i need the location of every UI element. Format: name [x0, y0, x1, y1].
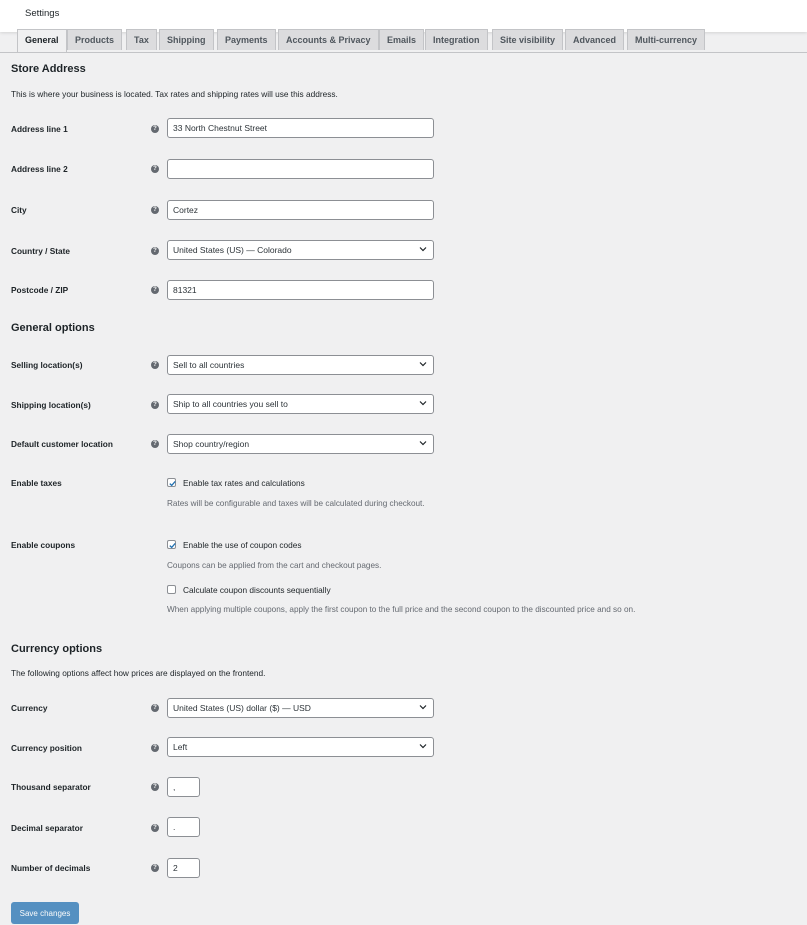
tab-accounts-privacy[interactable]: Accounts & Privacy [278, 29, 379, 50]
number-of-decimals-label: Number of decimals [11, 863, 91, 873]
shipping-value: Ship to all countries you sell to [173, 399, 288, 409]
help-icon[interactable]: ? [151, 783, 159, 791]
top-bar [0, 0, 807, 32]
tab-advanced[interactable]: Advanced [565, 29, 624, 50]
number-of-decimals-input[interactable]: 2 [167, 858, 200, 878]
decimal-separator-input[interactable]: . [167, 817, 200, 837]
tab-shipping[interactable]: Shipping [159, 29, 214, 50]
help-icon[interactable]: ? [151, 744, 159, 752]
selling-select[interactable] [167, 355, 434, 375]
page-title: Settings [25, 8, 60, 19]
address2-input[interactable] [167, 159, 434, 179]
currency-position-label: Currency position [11, 743, 82, 753]
selling-label: Selling location(s) [11, 360, 83, 370]
general-options-heading: General options [11, 322, 95, 334]
tab-general[interactable]: General [17, 29, 67, 52]
shipping-label: Shipping location(s) [11, 400, 91, 410]
enable-coupons-checkbox[interactable] [167, 540, 176, 549]
customer-location-label: Default customer location [11, 439, 113, 449]
country-label: Country / State [11, 246, 71, 256]
coupons-hint: Coupons can be applied from the cart and checkout pages. [167, 561, 382, 570]
help-icon[interactable]: ? [151, 247, 159, 255]
help-icon[interactable]: ? [151, 864, 159, 872]
currency-options-heading: Currency options [11, 643, 103, 655]
chevron-down-icon [419, 742, 427, 750]
help-icon[interactable]: ? [151, 824, 159, 832]
city-label: City [11, 205, 27, 215]
tab-tax[interactable]: Tax [126, 29, 157, 50]
help-icon[interactable]: ? [151, 401, 159, 409]
taxes-hint: Rates will be configurable and taxes will be calculated during checkout. [167, 499, 425, 508]
taxes-label: Enable taxes [11, 478, 62, 488]
address2-label: Address line 2 [11, 164, 68, 174]
tab-emails[interactable]: Emails [379, 29, 424, 50]
customer-location-value: Shop country/region [173, 439, 250, 449]
city-input[interactable]: Cortez [167, 200, 434, 220]
currency-options-description: The following options affect how prices are displayed on the frontend. [11, 668, 266, 678]
sequential-coupons-checkbox-label[interactable]: Calculate coupon discounts sequentially [183, 585, 331, 595]
help-icon[interactable]: ? [151, 206, 159, 214]
checkmark-icon [168, 479, 177, 488]
currency-label: Currency [11, 703, 48, 713]
shipping-select[interactable] [167, 394, 434, 414]
address1-input[interactable]: 33 North Chestnut Street [167, 118, 434, 138]
help-icon[interactable]: ? [151, 125, 159, 133]
chevron-down-icon [419, 399, 427, 407]
decimal-separator-label: Decimal separator [11, 823, 83, 833]
sequential-coupons-hint: When applying multiple coupons, apply the first coupon to the full price and the second coupon to the discounted price and so on. [167, 605, 636, 614]
chevron-down-icon [419, 360, 427, 368]
help-icon[interactable]: ? [151, 440, 159, 448]
tab-site-visibility[interactable]: Site visibility [492, 29, 563, 50]
save-changes-button[interactable]: Save changes [11, 902, 79, 924]
help-icon[interactable]: ? [151, 286, 159, 294]
checkmark-icon [168, 541, 177, 550]
coupons-label: Enable coupons [11, 540, 76, 550]
currency-value: United States (US) dollar ($) — USD [173, 703, 311, 713]
store-address-description: This is where your business is located. Tax rates and shipping rates will use this address. [11, 89, 338, 99]
tab-products[interactable]: Products [67, 29, 122, 50]
country-value: United States (US) — Colorado [173, 245, 292, 255]
country-select[interactable] [167, 240, 434, 260]
address1-label: Address line 1 [11, 124, 68, 134]
enable-coupons-checkbox-label[interactable]: Enable the use of coupon codes [183, 540, 302, 550]
settings-tabs [0, 29, 807, 53]
sequential-coupons-checkbox[interactable] [167, 585, 176, 594]
store-address-heading: Store Address [11, 63, 86, 75]
postcode-label: Postcode / ZIP [11, 285, 69, 295]
customer-location-select[interactable] [167, 434, 434, 454]
help-icon[interactable]: ? [151, 361, 159, 369]
currency-position-value: Left [173, 742, 188, 752]
chevron-down-icon [419, 439, 427, 447]
chevron-down-icon [419, 703, 427, 711]
help-icon[interactable]: ? [151, 165, 159, 173]
chevron-down-icon [419, 245, 427, 253]
thousand-separator-input[interactable]: , [167, 777, 200, 797]
tab-multi-currency[interactable]: Multi-currency [627, 29, 705, 50]
postcode-input[interactable]: 81321 [167, 280, 434, 300]
thousand-separator-label: Thousand separator [11, 782, 91, 792]
enable-taxes-checkbox-label[interactable]: Enable tax rates and calculations [183, 478, 305, 488]
enable-taxes-checkbox[interactable] [167, 478, 176, 487]
currency-select[interactable] [167, 698, 434, 718]
currency-position-select[interactable] [167, 737, 434, 757]
help-icon[interactable]: ? [151, 704, 159, 712]
selling-value: Sell to all countries [173, 360, 245, 370]
tab-integration[interactable]: Integration [425, 29, 488, 50]
tab-payments[interactable]: Payments [217, 29, 276, 50]
